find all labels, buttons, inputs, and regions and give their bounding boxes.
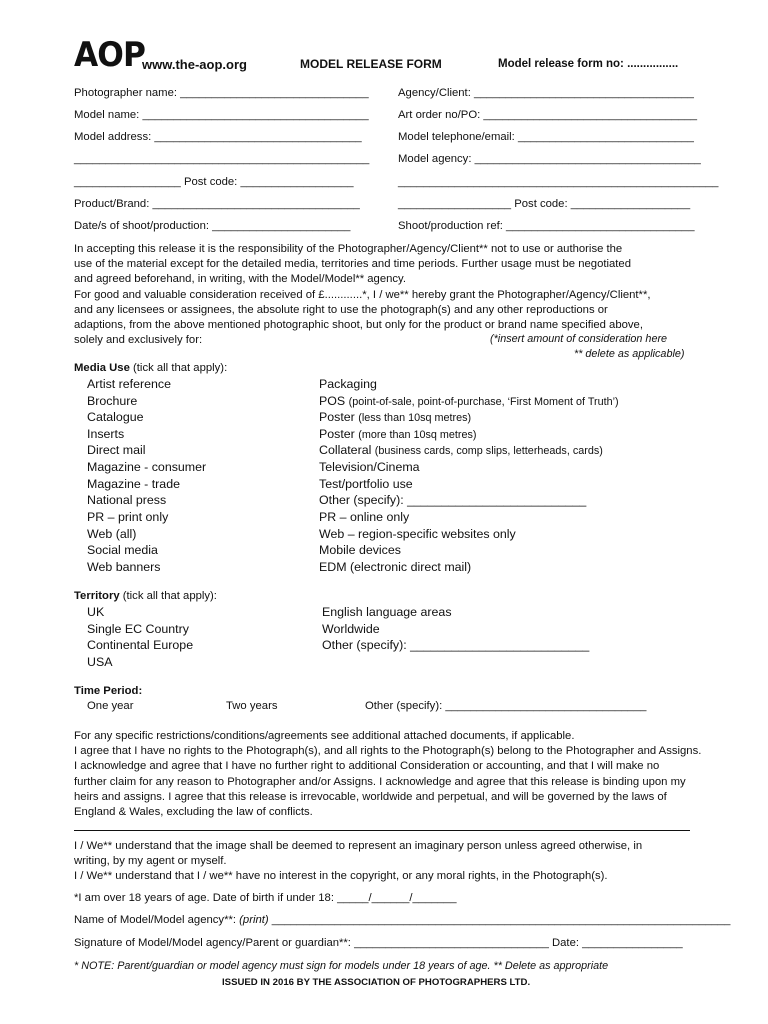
agreement-line: England & Wales, excluding the law of conflicts. [74,806,313,819]
intro-line: solely and exclusively for: [74,334,203,347]
media-option[interactable]: Magazine - trade [87,477,180,491]
territory-option[interactable]: USA [87,655,113,669]
agency-client-field[interactable]: Agency/Client: ___________________________________ [398,87,694,99]
intro-line: adaptions, from the above mentioned photographic shoot, but only for the product or brand name specified above, [74,319,643,332]
media-option[interactable]: Direct mail [87,443,146,457]
understanding-line: I / We** understand that the image shall be deemed to represent an imaginary person unless agreed otherwise, in [74,840,643,852]
model-print-name-field[interactable]: Name of Model/Model agency**: (print) _________________________________________________________________________ [74,914,731,926]
shoot-ref-field[interactable]: Shoot/production ref: ______________________________ [398,220,695,232]
time-period-heading: Time Period: [74,685,143,697]
media-option[interactable]: PR – online only [319,510,410,524]
media-option[interactable]: Poster (more than 10sq metres) [319,427,477,441]
media-option[interactable]: Social media [87,543,158,557]
time-option-other[interactable]: Other (specify): ________________________________ [365,700,647,712]
territory-heading: Territory (tick all that apply): [74,590,217,602]
media-option[interactable]: Collateral (business cards, comp slips, letterheads, cards) [319,443,603,457]
model-name-field[interactable]: Model name: ____________________________________ [74,109,369,121]
shoot-date-field[interactable]: Date/s of shoot/production: ______________________ [74,220,351,232]
media-option[interactable]: Mobile devices [319,543,401,557]
intro-line: and agreed beforehand, in writing, with the Model/Model** agency. [74,273,407,286]
media-option[interactable]: Brochure [87,394,138,408]
territory-option[interactable]: UK [87,605,105,619]
media-use-heading: Media Use (tick all that apply): [74,362,228,374]
media-option[interactable]: Magazine - consumer [87,460,207,474]
agency-address-line[interactable]: ___________________________________________________ [398,176,719,188]
media-option[interactable]: PR – print only [87,510,169,524]
form-title: MODEL RELEASE FORM [300,57,442,71]
territory-option-other[interactable]: Other (specify): __________________________ [322,638,590,652]
media-option[interactable]: Poster (less than 10sq metres) [319,410,472,424]
media-option[interactable]: Packaging [319,377,377,391]
agreement-paragraph [74,729,754,820]
model-agency-field[interactable]: Model agency: ____________________________________ [398,153,701,165]
aop-logo: AOP [74,35,145,75]
divider-line [74,830,690,831]
media-option[interactable]: Test/portfolio use [319,477,413,491]
territory-option[interactable]: Single EC Country [87,622,189,636]
understanding-line: I / We** understand that I / we** have no interest in the copyright, or any moral rights, in the Photograph(s). [74,870,608,883]
agreement-line: heirs and assigns. I agree that this release is irrevocable, worldwide and perpetual, and will be governed by the laws of [74,790,667,803]
form-number-field[interactable]: Model release form no: ................ [498,58,679,70]
media-option[interactable]: National press [87,493,167,507]
media-option[interactable]: Catalogue [87,410,144,424]
agreement-line: further claim for any reason to Photographer and/or Assigns. I acknowledge and agree that this release is binding upon my [74,775,686,788]
agreement-line: For any specific restrictions/conditions/agreements see additional attached documents, if applicable. [74,730,575,742]
model-postcode-field[interactable]: _________________ Post code: __________________ [74,176,354,188]
intro-line: and any licensees or assignees, the absolute right to use the photograph(s) and any other reproductions or [74,303,608,316]
model-address-field[interactable]: Model address: _________________________________ [74,131,362,143]
intro-line: use of the material except for the detailed media, territories and time periods. Further usage must be negotiated [74,258,631,271]
media-option[interactable]: Television/Cinema [319,460,420,474]
delete-note: ** delete as applicable) [574,348,685,360]
agreement-line: I acknowledge and agree that I have no further right to additional Consideration or accounting, and that I will make no [74,760,660,773]
model-address-line-2[interactable]: _______________________________________________ [74,153,370,165]
media-option[interactable]: Web – region-specific websites only [319,527,516,541]
territory-option[interactable]: Worldwide [322,622,380,636]
footnote: * NOTE: Parent/guardian or model agency must sign for models under 18 years of age. ** Delete as appropriate [74,960,609,972]
territory-option[interactable]: English language areas [322,605,452,619]
time-option-two-years[interactable]: Two years [226,700,278,712]
consideration-note: (*insert amount of consideration here [490,333,668,345]
media-option[interactable]: POS (point-of-sale, point-of-purchase, ‘First Moment of Truth’) [319,394,619,408]
media-option[interactable]: Web (all) [87,527,137,541]
website-url[interactable]: www.the-aop.org [142,57,247,72]
agency-postcode-field[interactable]: __________________ Post code: ___________________ [398,198,691,210]
model-telephone-email-field[interactable]: Model telephone/email: ____________________________ [398,131,694,143]
age-dob-field[interactable]: *I am over 18 years of age. Date of birth if under 18: _____/______/_______ [74,892,457,904]
media-option-other[interactable]: Other (specify): __________________________ [319,493,587,507]
agreement-line: I agree that I have no rights to the Photograph(s), and all rights to the Photograph(s) belong to the Photographer and Assigns. [74,745,702,758]
intro-line: For good and valuable consideration received of £............*, I / we** hereby grant the Photographer/Agency/Client**, [74,288,651,301]
territory-option[interactable]: Continental Europe [87,638,194,652]
signature-date-field[interactable]: Signature of Model/Model agency/Parent or guardian**: _______________________________ Date: ________________ [74,937,683,949]
understanding-paragraph [74,839,754,885]
product-brand-field[interactable]: Product/Brand: _________________________________ [74,198,360,210]
intro-line: In accepting this release it is the responsibility of the Photographer/Agency/Client** not to use or authorise the [74,243,623,255]
media-option[interactable]: Inserts [87,427,125,441]
media-option[interactable]: Web banners [87,560,161,574]
media-option[interactable]: Artist reference [87,377,172,391]
time-option-one-year[interactable]: One year [87,700,134,712]
photographer-name-field[interactable]: Photographer name: ______________________________ [74,87,369,99]
issued-by: ISSUED IN 2016 BY THE ASSOCIATION OF PHOTOGRAPHERS LTD. [222,977,531,988]
art-order-field[interactable]: Art order no/PO: __________________________________ [398,109,698,121]
understanding-line: writing, by my agent or myself. [74,855,227,868]
media-option[interactable]: EDM (electronic direct mail) [319,560,472,574]
